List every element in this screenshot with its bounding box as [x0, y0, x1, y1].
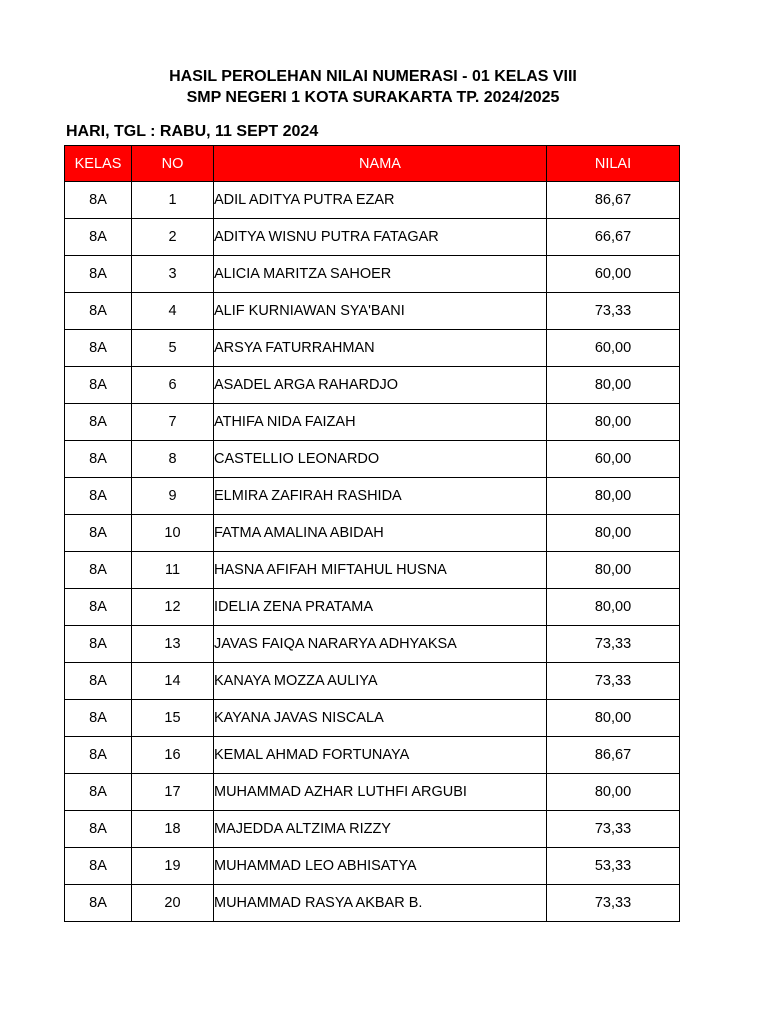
cell-nama: KAYANA JAVAS NISCALA [214, 700, 547, 737]
grades-table [64, 145, 680, 922]
cell-no: 17 [132, 774, 214, 811]
cell-kelas: 8A [65, 885, 132, 922]
cell-nama: ARSYA FATURRAHMAN [214, 330, 547, 367]
column-header-no: NO [132, 146, 214, 182]
cell-nilai: 73,33 [547, 626, 680, 663]
cell-nama: KANAYA MOZZA AULIYA [214, 663, 547, 700]
table-row [65, 219, 680, 256]
cell-kelas: 8A [65, 811, 132, 848]
cell-kelas: 8A [65, 182, 132, 219]
column-header-nama: NAMA [214, 146, 547, 182]
cell-nama: MUHAMMAD AZHAR LUTHFI ARGUBI [214, 774, 547, 811]
cell-kelas: 8A [65, 478, 132, 515]
cell-nama: ATHIFA NIDA FAIZAH [214, 404, 547, 441]
cell-kelas: 8A [65, 256, 132, 293]
table-row [65, 626, 680, 663]
cell-nama: ALIF KURNIAWAN SYA'BANI [214, 293, 547, 330]
cell-nilai: 73,33 [547, 885, 680, 922]
cell-nama: KEMAL AHMAD FORTUNAYA [214, 737, 547, 774]
cell-kelas: 8A [65, 774, 132, 811]
column-header-kelas: KELAS [65, 146, 132, 182]
table-row [65, 589, 680, 626]
cell-kelas: 8A [65, 589, 132, 626]
cell-no: 5 [132, 330, 214, 367]
table-row [65, 404, 680, 441]
table-row [65, 256, 680, 293]
table-row [65, 515, 680, 552]
table-row [65, 885, 680, 922]
cell-no: 16 [132, 737, 214, 774]
cell-kelas: 8A [65, 367, 132, 404]
cell-no: 6 [132, 367, 214, 404]
cell-kelas: 8A [65, 219, 132, 256]
cell-kelas: 8A [65, 626, 132, 663]
cell-kelas: 8A [65, 700, 132, 737]
cell-no: 7 [132, 404, 214, 441]
table-row [65, 774, 680, 811]
table-row [65, 182, 680, 219]
cell-nama: JAVAS FAIQA NARARYA ADHYAKSA [214, 626, 547, 663]
cell-kelas: 8A [65, 737, 132, 774]
cell-nama: ADITYA WISNU PUTRA FATAGAR [214, 219, 547, 256]
cell-kelas: 8A [65, 441, 132, 478]
document-subtitle: SMP NEGERI 1 KOTA SURAKARTA TP. 2024/2025 [186, 89, 560, 106]
cell-nilai: 73,33 [547, 811, 680, 848]
document-title: HASIL PEROLEHAN NILAI NUMERASI - 01 KELAS VIII [169, 68, 577, 85]
cell-nama: MAJEDDA ALTZIMA RIZZY [214, 811, 547, 848]
cell-nilai: 80,00 [547, 478, 680, 515]
cell-kelas: 8A [65, 663, 132, 700]
cell-no: 10 [132, 515, 214, 552]
cell-nama: CASTELLIO LEONARDO [214, 441, 547, 478]
table-row [65, 478, 680, 515]
cell-nilai: 60,00 [547, 256, 680, 293]
cell-nama: FATMA AMALINA ABIDAH [214, 515, 547, 552]
cell-no: 8 [132, 441, 214, 478]
cell-no: 14 [132, 663, 214, 700]
cell-nilai: 66,67 [547, 219, 680, 256]
cell-nilai: 73,33 [547, 293, 680, 330]
cell-nama: IDELIA ZENA PRATAMA [214, 589, 547, 626]
table-row [65, 367, 680, 404]
cell-nama: MUHAMMAD RASYA AKBAR B. [214, 885, 547, 922]
cell-no: 2 [132, 219, 214, 256]
cell-nilai: 80,00 [547, 515, 680, 552]
cell-no: 20 [132, 885, 214, 922]
header-row [65, 146, 680, 182]
cell-no: 12 [132, 589, 214, 626]
cell-nilai: 60,00 [547, 330, 680, 367]
cell-nama: ASADEL ARGA RAHARDJO [214, 367, 547, 404]
cell-nilai: 80,00 [547, 589, 680, 626]
table-row [65, 552, 680, 589]
cell-nama: ALICIA MARITZA SAHOER [214, 256, 547, 293]
grades-table-header [65, 146, 680, 182]
cell-kelas: 8A [65, 330, 132, 367]
cell-no: 11 [132, 552, 214, 589]
cell-nilai: 53,33 [547, 848, 680, 885]
cell-no: 1 [132, 182, 214, 219]
cell-no: 15 [132, 700, 214, 737]
cell-no: 4 [132, 293, 214, 330]
cell-nama: ELMIRA ZAFIRAH RASHIDA [214, 478, 547, 515]
cell-nilai: 86,67 [547, 737, 680, 774]
table-row [65, 700, 680, 737]
cell-kelas: 8A [65, 293, 132, 330]
cell-nilai: 80,00 [547, 774, 680, 811]
table-row [65, 811, 680, 848]
grades-table-body [65, 182, 680, 922]
cell-no: 3 [132, 256, 214, 293]
cell-kelas: 8A [65, 515, 132, 552]
column-header-nilai: NILAI [547, 146, 680, 182]
cell-nilai: 80,00 [547, 404, 680, 441]
cell-nilai: 80,00 [547, 700, 680, 737]
cell-kelas: 8A [65, 404, 132, 441]
cell-no: 19 [132, 848, 214, 885]
cell-nilai: 80,00 [547, 552, 680, 589]
cell-nilai: 80,00 [547, 367, 680, 404]
cell-no: 18 [132, 811, 214, 848]
cell-kelas: 8A [65, 848, 132, 885]
cell-nilai: 60,00 [547, 441, 680, 478]
cell-nama: MUHAMMAD LEO ABHISATYA [214, 848, 547, 885]
cell-no: 13 [132, 626, 214, 663]
table-row [65, 848, 680, 885]
cell-nama: HASNA AFIFAH MIFTAHUL HUSNA [214, 552, 547, 589]
cell-nilai: 86,67 [547, 182, 680, 219]
cell-nilai: 73,33 [547, 663, 680, 700]
cell-kelas: 8A [65, 552, 132, 589]
date-line: HARI, TGL : RABU, 11 SEPT 2024 [66, 123, 319, 140]
cell-no: 9 [132, 478, 214, 515]
table-row [65, 441, 680, 478]
table-row [65, 663, 680, 700]
cell-nama: ADIL ADITYA PUTRA EZAR [214, 182, 547, 219]
table-row [65, 737, 680, 774]
table-row [65, 293, 680, 330]
table-row [65, 330, 680, 367]
